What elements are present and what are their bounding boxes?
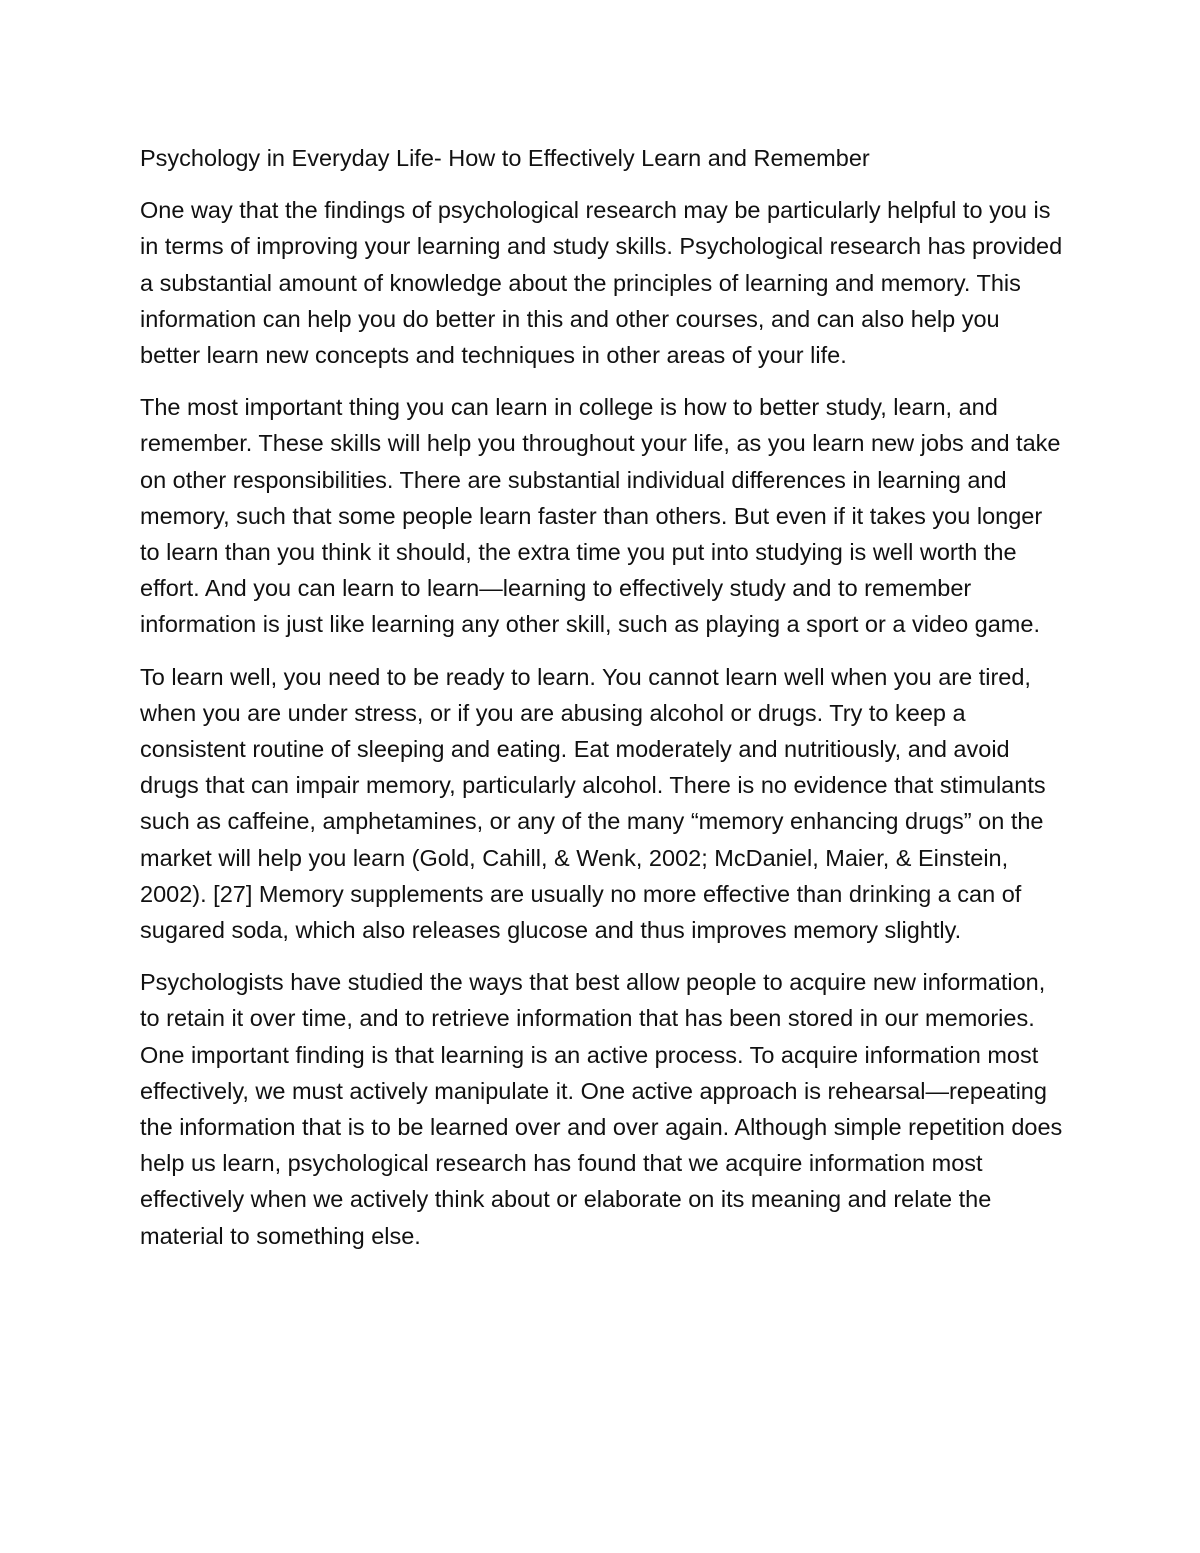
paragraph-4: Psychologists have studied the ways that best allow people to acquire new information, to retain it over time, and to retrieve information that has been stored in our memories. One important finding is that learning is an active process. To acquire information most effectively, we must actively manipulate it. One active approach is rehearsal—repeating the information that is to be learned over and over again. Although simple repetition does help us learn, psychological research has found that we acquire information most effectively when we actively think about or elaborate on its meaning and relate the material to something else. [140,969,1063,1249]
paragraph-2: The most important thing you can learn in college is how to better study, learn, and remember. These skills will help you throughout your life, as you learn new jobs and take on other responsibilities. There are substantial individual differences in learning and memory, such that some people learn faster than others. But even if it takes you longer to learn than you think it should, the extra time you put into studying is well worth the effort. And you can learn to learn—learning to effectively study and to remember information is just like learning any other skill, such as playing a sport or a video game. [140,394,1061,638]
document-page [140,140,1065,1270]
document-title: Psychology in Everyday Life- How to Effectively Learn and Remember [140,145,870,171]
paragraph-1: One way that the findings of psychological research may be particularly helpful to you is in terms of improving your learning and study skills. Psychological research has provided a substantial amount of knowledge about the principles of learning and memory. This information can help you do better in this and other courses, and can also help you better learn new concepts and techniques in other areas of your life. [140,197,1063,369]
paragraph-3: To learn well, you need to be ready to learn. You cannot learn well when you are tired, when you are under stress, or if you are abusing alcohol or drugs. Try to keep a consistent routine of sleeping and eating. Eat moderately and nutritiously, and avoid drugs that can impair memory, particularly alcohol. There is no evidence that stimulants such as caffeine, amphetamines, or any of the many “memory enhancing drugs” on the market will help you learn (Gold, Cahill, & Wenk, 2002; McDaniel, Maier, & Einstein, 2002). [27] Memory supplements are usually no more effective than drinking a can of sugared soda, which also releases glucose and thus improves memory slightly. [140,663,1046,944]
